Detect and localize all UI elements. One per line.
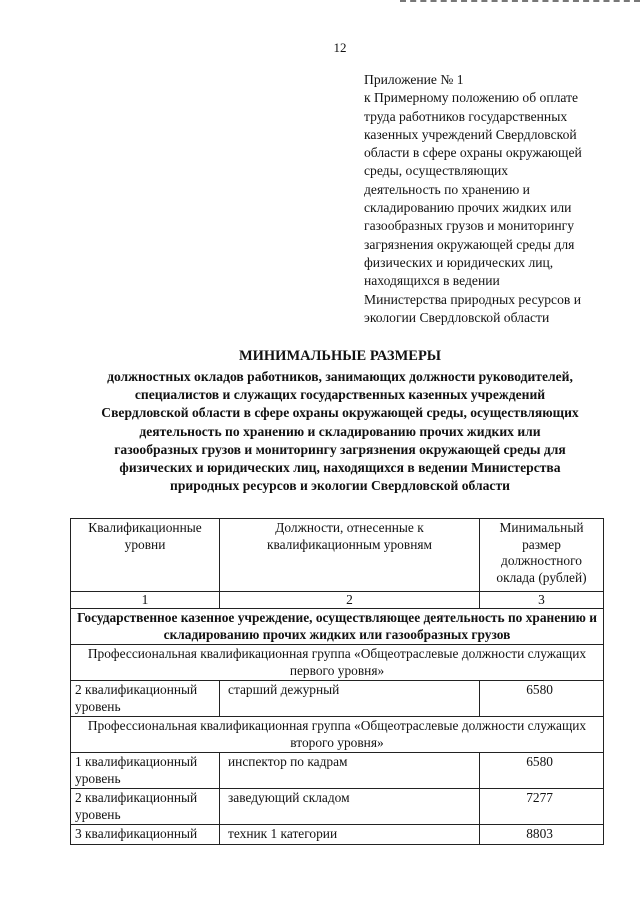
document-subtitle: [0, 368, 640, 495]
subtitle-line: Свердловской области в сфере охраны окружающей среды, осуществляющих: [101, 405, 579, 421]
subtitle-line: физических и юридических лиц, находящихся в ведении Министерства: [119, 460, 561, 476]
column-number: 1: [71, 592, 220, 609]
qualification-level: 2 квалификационный уровень: [71, 789, 220, 825]
appendix-block: [364, 71, 636, 327]
salary-table: [70, 518, 604, 845]
table-row: [71, 825, 604, 845]
top-edge-mark: [400, 0, 640, 5]
subtitle-line: деятельность по хранению и складированию прочих жидких или: [139, 423, 541, 439]
section-row: [71, 609, 604, 645]
group-row: [71, 717, 604, 753]
appendix-line: Приложение № 1: [364, 72, 464, 87]
table-row: [71, 753, 604, 789]
appendix-line: находящихся в ведении: [364, 273, 500, 289]
position-name: старший дежурный: [220, 681, 480, 717]
salary-value: 8803: [480, 825, 604, 845]
subtitle-line: природных ресурсов и экологии Свердловской области: [170, 478, 510, 494]
appendix-line: Министерства природных ресурсов и: [364, 291, 581, 307]
header-qualification-levels: Квалификационные уровни: [71, 519, 220, 592]
section-title: Государственное казенное учреждение, осуществляющее деятельность по хранению и складированию прочих жидких или газообразных грузов: [71, 609, 604, 645]
page-number: 12: [333, 40, 347, 55]
appendix-line: газообразных грузов и мониторингу: [364, 218, 575, 234]
appendix-line: труда работников государственных: [364, 108, 568, 124]
position-name: заведующий складом: [220, 789, 480, 825]
subtitle-line: специалистов и служащих государственных казенных учреждений: [134, 387, 546, 403]
column-number-row: [71, 592, 604, 609]
document-title: МИНИМАЛЬНЫЕ РАЗМЕРЫ: [238, 348, 442, 364]
appendix-line: к Примерному положению об оплате: [364, 90, 579, 106]
subtitle-line: должностных окладов работников, занимающих должности руководителей,: [107, 369, 573, 384]
subtitle-line: газообразных грузов и мониторингу загрязнения окружающей среды для: [114, 441, 566, 457]
position-name: техник 1 категории: [220, 825, 480, 845]
qualification-level: 1 квалификационный уровень: [71, 753, 220, 789]
appendix-line: среды, осуществляющих: [364, 163, 509, 179]
group-title: Профессиональная квалификационная группа «Общеотраслевые должности служащих первого уровня»: [71, 645, 604, 681]
salary-value: 6580: [480, 753, 604, 789]
qualification-level: 2 квалификационный уровень: [71, 681, 220, 717]
appendix-line: деятельность по хранению и: [364, 181, 530, 197]
appendix-line: загрязнения окружающей среды для: [364, 236, 575, 252]
group-row: [71, 645, 604, 681]
table-row: [71, 789, 604, 825]
appendix-line: экологии Свердловской области: [364, 309, 550, 325]
appendix-line: физических и юридических лиц,: [364, 254, 554, 270]
column-number: 2: [220, 592, 480, 609]
appendix-line: складированию прочих жидких или: [364, 200, 572, 216]
appendix-line: области в сфере охраны окружающей: [364, 145, 582, 161]
salary-value: 7277: [480, 789, 604, 825]
group-title: Профессиональная квалификационная группа «Общеотраслевые должности служащих второго уровня»: [71, 717, 604, 753]
appendix-line: казенных учреждений Свердловской: [364, 126, 577, 142]
header-positions: Должности, отнесенные к квалификационным уровням: [220, 519, 480, 592]
position-name: инспектор по кадрам: [220, 753, 480, 789]
column-number: 3: [480, 592, 604, 609]
table-header-row: [71, 519, 604, 592]
table-row: [71, 681, 604, 717]
qualification-level: 3 квалификационный: [71, 825, 220, 845]
salary-value: 6580: [480, 681, 604, 717]
header-min-salary: Минимальный размер должностного оклада (рублей): [480, 519, 604, 592]
